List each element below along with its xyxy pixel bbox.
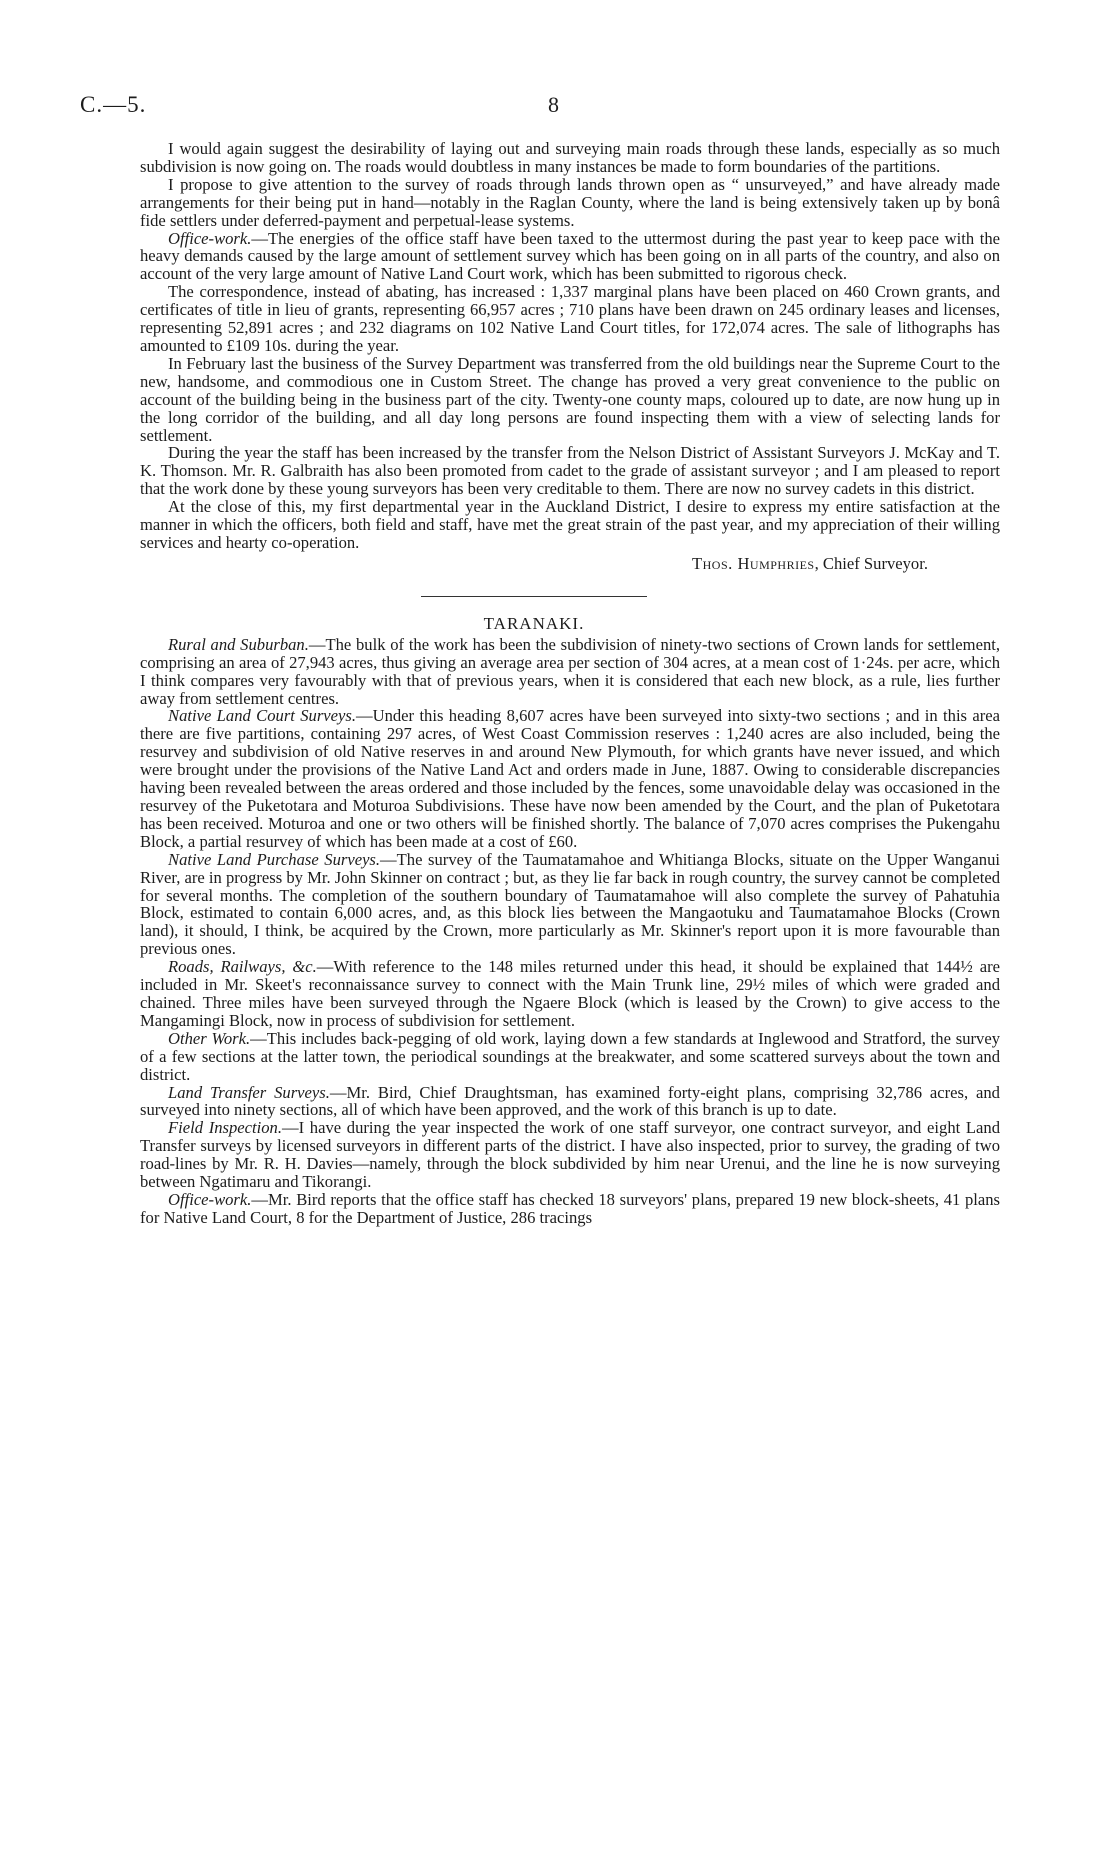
paragraph [140, 283, 1000, 355]
paragraph [140, 958, 1000, 1030]
paragraph-text: I propose to give attention to the survey of roads through lands thrown open as “ unsurveyed,” and have already made arrangements for their being put in hand—notably in the Raglan County, where the land is being extensively taken up by bonâ fide settlers under deferred-payment and perpetual-lease systems. [140, 174, 1000, 230]
page-number: 8 [548, 92, 559, 117]
paragraph-heading: Land Transfer Surveys. [168, 1082, 330, 1102]
paragraph-heading: Roads, Railways, &c. [168, 957, 317, 977]
paragraph-heading: Office-work. [168, 228, 252, 248]
section-title-taranaki: TARANAKI. [483, 613, 585, 633]
paragraph-heading: Rural and Suburban. [168, 634, 309, 654]
paragraph-text: —Mr. Bird reports that the office staff has checked 18 surveyors' plans, prepared 19 new block-sheets, 41 plans for Native Land Court, 8 for the Department of Justice, 286 tracings [140, 1189, 1000, 1227]
paragraph-heading: Native Land Purchase Surveys. [168, 849, 381, 869]
paragraph-text: —The bulk of the work has been the subdivision of ninety-two sections of Crown lands for settlement, comprising an area of 27,943 acres, thus giving an average area per section of 304 acres, at a mean cost of 1·24s. per acre, which I think compares very favourably with that of previous years, when it is considered that each new block, as a rule, lies further away from settlement centres. [140, 634, 1001, 708]
paragraph-heading: Field Inspection. [168, 1118, 282, 1138]
signature-title: , Chief Surveyor. [814, 553, 928, 573]
paragraph [140, 444, 1000, 498]
paragraph-text: During the year the staff has been increased by the transfer from the Nelson District of Assistant Surveyors J. McKay and T. K. Thomson. Mr. R. Galbraith has also been promoted from cadet to the grade of assistant surveyor ; and I am pleased to report that the work done by these young surveyors has been very creditable to them. There are now no survey cadets in this district. [140, 443, 1000, 499]
paragraph-text: —I have during the year inspected the work of one staff surveyor, one contract surveyor, and eight Land Transfer surveys by licensed surveyors in different parts of the district. I have also inspected, prior to survey, the grading of two road-lines by Mr. R. H. Davies—namely, through the block subdivided by him near Urenui, and the line he is now surveying between Ngatimaru and Tikorangi. [140, 1118, 1001, 1192]
paragraph [140, 355, 1000, 445]
paragraph-text: In February last the business of the Survey Department was transferred from the old buildings near the Supreme Court to the new, handsome, and commodious one in Custom Street. The change has proved a very great convenience to the public on account of the building being in the business part of the city. Twenty-one county maps, coloured up to date, are now hung up in the long corridor of the building, and all day long persons are found inspecting them with a view of selecting lands for settlement. [140, 353, 1000, 445]
paragraph-text: I would again suggest the desirability of laying out and surveying main roads through these lands, especially as so much subdivision is now going on. The roads would doubtless in many instances be made to form boundaries of the partitions. [140, 139, 1000, 176]
paragraph-text: —This includes back-pegging of old work, laying down a few standards at Inglewood and Stratford, the survey of a few sections at the latter town, the periodical soundings at the breakwater, and some scattered surveys about the town and district. [140, 1028, 1000, 1084]
signature [140, 554, 928, 574]
paragraph-text: —The survey of the Taumatamahoe and Whitianga Blocks, situate on the Upper Wanganui River, are in progress by Mr. John Skinner on contract ; but, as they lie far back in rough country, the survey cannot be completed for several months. The completion of the southern boundary of Taumatamahoe will also complete the survey of Pahatuhia Block, estimated to contain 6,000 acres, and, as this block lies between the Mangaotuku and Taumatamahoe Blocks (Crown land), it should, I think, be acquired by the Crown, more particularly as Mr. Skinner's report upon it is more favourable than previous ones. [140, 849, 1000, 959]
paragraph-text: —Under this heading 8,607 acres have been surveyed into sixty-two sections ; and in this area there are five partitions, containing 297 acres, of West Coast Commission reserves : 1,240 acres are also included, being the resurvey and subdivision of old Native reserves in and around New Plymouth, for which grants have never issued, and which were brought under the provisions of the Native Land Act and orders made in June, 1887. Owing to considerable discrepancies having been revealed between the areas ordered and those included by the fences, some unavoidable delay was occasioned in the resurvey of the Puketotara and Moturoa Subdivisions. These have now been amended by the Court, and the plan of Puketotara has been received. Moturoa and one or two others will be finished shortly. The balance of 7,070 acres comprises the Pukengahu Block, a partial resurvey of which has been made at a cost of £60. [140, 706, 1000, 851]
paragraph-heading: Native Land Court Surveys. [168, 706, 357, 726]
paragraph [140, 176, 1000, 230]
paragraph [140, 1030, 1000, 1084]
paragraph-heading: Office-work. [168, 1189, 252, 1209]
paragraph-heading: Other Work. [168, 1028, 251, 1048]
paragraph-text: At the close of this, my first departmental year in the Auckland District, I desire to express my entire satisfaction at the manner in which the officers, both field and staff, have met the great strain of the past year, and my appreciation of their willing services and hearty co-operation. [140, 497, 1000, 552]
section-divider [421, 596, 647, 597]
paragraph-text: —Mr. Bird, Chief Draughtsman, has examined forty-eight plans, comprising 32,786 acres, and surveyed into ninety sections, all of which have been approved, and the work of this branch is up to date. [140, 1082, 1000, 1120]
page-header [80, 92, 1000, 122]
paragraph-text: The correspondence, instead of abating, has increased : 1,337 marginal plans have been placed on 460 Crown grants, and certificates of title in lieu of grants, representing 66,957 acres ; 710 plans have been drawn on 245 ordinary leases and licenses, representing 52,891 acres ; and 232 diagrams on 102 Native Land Court titles, for 172,074 acres. The sale of lithographs has amounted to £109 10s. during the year. [140, 282, 1000, 355]
paragraph-text: —The energies of the office staff have been taxed to the uttermost during the past year to keep pace with the heavy demands caused by the large amount of settlement survey which has been going on in all parts of the country, and also on account of the very large amount of Native Land Court work, which has been submitted to rigorous check. [140, 228, 1000, 284]
paragraph [140, 230, 1000, 284]
paragraph [140, 1084, 1000, 1120]
paragraph [140, 707, 1000, 850]
paragraph [140, 498, 1000, 552]
signature-name: Thos. Humphries [692, 553, 815, 573]
paragraph [140, 1119, 1000, 1191]
paragraph [140, 636, 1000, 708]
paragraph [140, 140, 1000, 176]
auckland-section [140, 140, 1000, 552]
page-body [140, 140, 1000, 1227]
paragraph [140, 1191, 1000, 1227]
paragraph [140, 851, 1000, 958]
taranaki-section [140, 636, 1000, 1227]
document-reference: C.—5. [80, 92, 147, 117]
paragraph-text: —With reference to the 148 miles returned under this head, it should be explained that 144½ are included in Mr. Skeet's reconnaissance survey to connect with the Main Trunk line, 29½ miles of which were graded and chained. Three miles have been surveyed through the Ngaere Block (which is leased by the Crown) to give access to the Mangamingi Block, now in process of subdivision for settlement. [140, 957, 1000, 1030]
